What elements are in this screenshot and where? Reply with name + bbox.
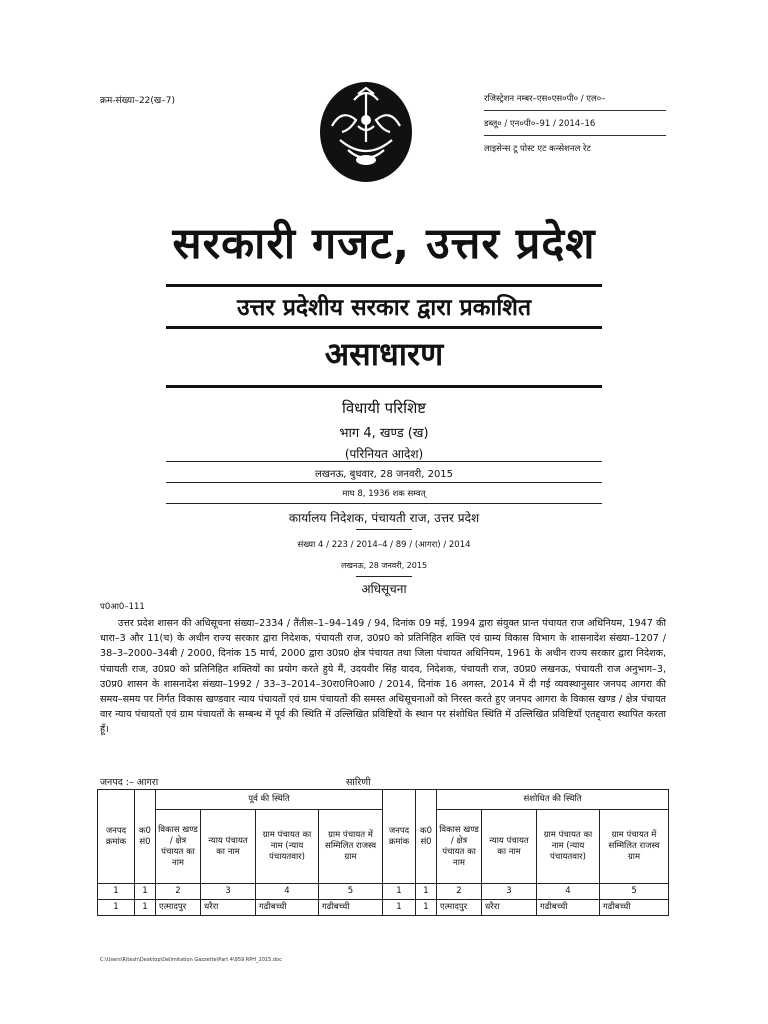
- info-rule-1: [166, 461, 602, 462]
- table-cell: धरैरा: [482, 900, 537, 916]
- table-cell: 1: [98, 900, 135, 916]
- number-cell: 3: [482, 884, 537, 900]
- legislative-supplement: विधायी परिशिष्ट: [341, 399, 427, 417]
- number-cell: 1: [416, 884, 437, 900]
- info-rule-2: [166, 482, 602, 483]
- number-cell: 4: [537, 884, 600, 900]
- table-number-row: [98, 884, 669, 900]
- saka-date: माघ 8, 1936 शक सम्वत्: [342, 489, 426, 499]
- gazette-subtitle: उत्तर प्रदेशीय सरकार द्वारा प्रकाशित: [236, 295, 532, 321]
- table-cell: गढीबच्ची: [537, 900, 600, 916]
- publication-date: लखनऊ, बुधवार, 28 जनवरी, 2015: [314, 469, 454, 480]
- col-block-prev: विकास खण्ड / क्षेत्र पंचायत का नाम: [156, 810, 201, 884]
- number-cell: 2: [156, 884, 201, 900]
- number-cell: 1: [135, 884, 156, 900]
- number-cell: 4: [256, 884, 319, 900]
- office-underline: [356, 529, 412, 530]
- subtitle-rule: [166, 326, 602, 329]
- notification-heading: अधिसूचना: [361, 582, 407, 596]
- table-cell: 1: [135, 900, 156, 916]
- header-rule-2: [484, 135, 666, 136]
- gazette-title: सरकारी गजट, उत्तर प्रदेश: [172, 219, 596, 269]
- number-cell: 1: [383, 884, 416, 900]
- schedule-table: [97, 789, 669, 916]
- info-rule-3: [166, 503, 602, 504]
- col-serial-rev: क0 सं0: [416, 790, 437, 884]
- table-cell: धरैरा: [201, 900, 256, 916]
- col-nyay-prev: न्याय पंचायत का नाम: [201, 810, 256, 884]
- col-district-serial-prev: जनपद क्रमांक: [98, 790, 135, 884]
- col-serial-prev: क0 सं0: [135, 790, 156, 884]
- col-gram-prev: ग्राम पंचायत का नाम (न्याय पंचायतवार): [256, 810, 319, 884]
- col-nyay-rev: न्याय पंचायत का नाम: [482, 810, 537, 884]
- license-line: लाइसेन्स टू पोस्ट एट कन्सेशनल रेट: [484, 144, 591, 154]
- number-cell: 5: [319, 884, 383, 900]
- notice-date: लखनऊ, 28 जनवरी, 2015: [340, 561, 428, 570]
- reference-number: प0आ0–111: [100, 602, 145, 612]
- number-cell: 3: [201, 884, 256, 900]
- table-cell: एत्मादपुर: [156, 900, 201, 916]
- header-rule-1: [484, 110, 666, 111]
- prev-status-heading: पूर्व की स्थिति: [156, 790, 383, 810]
- number-cell: 5: [600, 884, 669, 900]
- extraordinary-rule: [166, 385, 602, 388]
- table-cell: गढीबच्ची: [600, 900, 669, 916]
- statutory-orders: (परिनियत आदेश): [344, 447, 424, 461]
- schedule-title: सारिणी: [346, 777, 371, 788]
- date-underline: [356, 576, 412, 577]
- col-revenue-rev: ग्राम पंचायत में सम्मिलित राजस्व ग्राम: [600, 810, 669, 884]
- extraordinary-label: असाधारण: [324, 335, 444, 373]
- serial-number: क्रम-संख्या–22(ख–7): [100, 96, 176, 106]
- table-cell: एत्मादपुर: [437, 900, 482, 916]
- table-cell: 1: [416, 900, 437, 916]
- table-row: [98, 900, 669, 916]
- col-block-rev: विकास खण्ड / क्षेत्र पंचायत का नाम: [437, 810, 482, 884]
- table-cell: 1: [383, 900, 416, 916]
- col-district-serial-rev: जनपद क्रमांक: [383, 790, 416, 884]
- notice-number: संख्या 4 / 223 / 2014–4 / 89 / (आगरा) / 2014: [297, 540, 471, 550]
- table-cell: गढीबच्ची: [319, 900, 383, 916]
- notification-body: [100, 616, 666, 738]
- wpp-number: डब्लू० / एन०पी०–91 / 2014–16: [484, 119, 596, 129]
- part-section: भाग 4, खण्ड (ख): [339, 426, 429, 441]
- district-label: जनपद :– आगरा: [100, 777, 159, 788]
- file-path-footer: C:\Users\Ritesh\Desktop\Delimitation Gazzette\Part 4\959 RPH_2015.doc: [100, 957, 282, 963]
- state-emblem-icon: [318, 80, 414, 184]
- col-gram-rev: ग्राम पंचायत का नाम (न्याय पंचायतवार): [537, 810, 600, 884]
- table-group-header-row: [98, 790, 669, 810]
- office-name: कार्यालय निदेशक, पंचायती राज, उत्तर प्रदेश: [288, 511, 480, 525]
- number-cell: 1: [98, 884, 135, 900]
- col-revenue-prev: ग्राम पंचायत में सम्मिलित राजस्व ग्राम: [319, 810, 383, 884]
- rev-status-heading: संशोधित की स्थिति: [437, 790, 669, 810]
- table-cell: गढीबच्ची: [256, 900, 319, 916]
- registration-number: रजिस्ट्रेशन नम्बर–एस०एस०पी० / एल०–: [484, 94, 606, 104]
- notification-text: उत्तर प्रदेश शासन की अधिसूचना संख्या–2334 / तैंतीस–1–94–149 / 94, दिनांक 09 मई, 1994 द्वारा संयुक्त प्रान्त पंचायत राज अधिनियम, 1947 की धारा–3 और 11(च) के अधीन राज्य सरकार द्वारा निदेशक, पंचायती राज, उ0प्र0 को प्रतिनिहित शक्ति एवं ग्राम्य विकास विभाग के शासनादेश संख्या–1207 / 38–3–2000–34बी / 2000, दिनांक 15 मार्च, 2000 द्वारा उ0प्र0 क्षेत्र पंचायत तथा जिला पंचायत अधिनियम, 1961 के अधीन राज्य सरकार द्वारा निदेशक, पंचायती राज, उ0प्र0 को प्रतिनिहित शक्तियों का प्रयोग करते हुये मैं, उदयवीर सिंह यादव, निदेशक, पंचायती राज, उ0प्र0 लखनऊ, पंचायती राज अनुभाग–3, उ0प्र0 शासन के शासनादेश संख्या–1992 / 33–3–2014–30रा0नि0आ0 / 2014, दिनांक 16 अगस्त, 2014 में दी गई व्यवस्थानुसार जनपद आगरा की समय–समय पर निर्गत विकास खण्डवार न्याय पंचायतों एवं ग्राम पंचायतों की समस्त अधिसूचनाओं को निरस्त करते हुए जनपद आगरा के विकास खण्ड / क्षेत्र पंचायत वार न्याय पंचायतों एवं ग्राम पंचायतों के सम्बन्ध में पूर्व की स्थिति में उल्लिखित प्रविष्टियों के स्थान पर संशोधित स्थिति में उल्लिखित प्रविष्टियाँ एतद्द्वारा स्थापित करता हूँ।: [100, 618, 666, 736]
- title-rule: [166, 284, 602, 287]
- number-cell: 2: [437, 884, 482, 900]
